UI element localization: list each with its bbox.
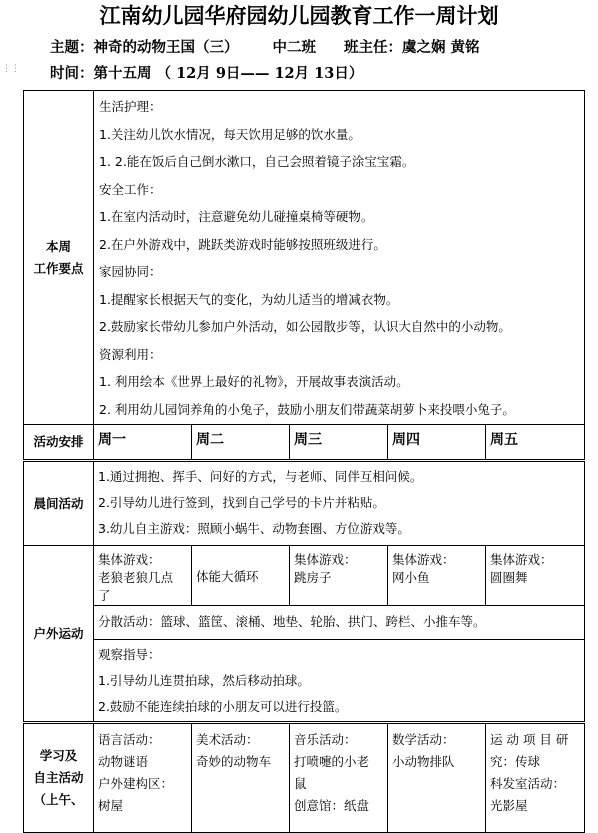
morning-label: 晨间活动 xyxy=(24,461,94,546)
outdoor-game-text: 网小鱼 xyxy=(392,570,430,585)
outdoor-game-text: 跳房子 xyxy=(294,570,332,585)
study-activity-text: 数学活动： xyxy=(392,732,455,747)
work-point-line: 1. 2.能在饭后自己倒水漱口，自己会照着镜子涂宝宝霜。 xyxy=(99,154,415,169)
outdoor-scattered: 分散活动：篮球、篮筐、滚桶、地垫、轮胎、拱门、跨栏、小推车等。 xyxy=(94,606,585,640)
weekly-plan-table xyxy=(23,90,585,833)
observe-guidance-line: 1.引导幼儿连贯拍球，然后移动拍球。 xyxy=(98,673,310,688)
work-point-line: 家园协同： xyxy=(99,264,162,279)
outdoor-game-text: 了 xyxy=(98,588,111,603)
day-tue: 周二 xyxy=(192,425,290,461)
outdoor-game-text: 圆圈舞 xyxy=(490,570,528,585)
outdoor-fri xyxy=(486,546,585,606)
work-point-line: 2.鼓励家长带幼儿参加户外活动，如公园散步等，认识大自然中的小动物。 xyxy=(99,319,511,334)
theme-text: 主题：神奇的动物王国（三） xyxy=(50,39,239,56)
study-activity-text: 树屋 xyxy=(98,798,124,813)
study-activity-text: 科发室活动： xyxy=(490,776,566,791)
outdoor-game-text: 老狼老狼几点 xyxy=(98,570,174,585)
outdoor-observe xyxy=(94,640,585,723)
work-point-line: 安全工作： xyxy=(99,181,162,197)
study-wed xyxy=(290,723,388,833)
day-thu: 周四 xyxy=(388,425,486,461)
study-fri xyxy=(486,723,585,833)
study-activity-text: 创意馆：纸盘 xyxy=(294,798,370,813)
observe-guidance-line: 观察指导： xyxy=(98,647,161,662)
work-point-line: 1. 利用绘本《世界上最好的礼物》，开展故事表演活动。 xyxy=(99,374,409,389)
observe-guidance-line: 2.鼓励不能连续拍球的小朋友可以进行投篮。 xyxy=(98,699,348,714)
work-point-line: 资源利用： xyxy=(99,346,162,362)
study-activity-text: 究：传球 xyxy=(490,754,541,769)
outdoor-game-text: 集体游戏： xyxy=(294,552,357,567)
study-mon xyxy=(94,723,192,833)
work-point-line: 生活护理： xyxy=(99,99,162,114)
meta-line-theme xyxy=(50,38,480,58)
teacher-text: 班主任：虞之娴 黄铭 xyxy=(344,39,480,56)
move-handle-icon[interactable]: ⋮⋮ xyxy=(2,64,20,74)
work-point-line: 1.关注幼儿饮水情况，每天饮用足够的饮水量。 xyxy=(99,126,361,142)
study-activity-text: 语言活动： xyxy=(98,732,161,747)
work-points-content xyxy=(94,91,585,425)
study-activity-text: 音乐活动： xyxy=(294,732,357,747)
study-activity-text: 运 动 项 目 研 xyxy=(490,732,569,747)
study-activity-text: 奇妙的动物车 xyxy=(196,754,272,769)
study-activity-text: 光影屋 xyxy=(490,798,528,813)
time-text: 时间：第十五周 （ 12月 9日—— 12月 13日） xyxy=(50,65,364,82)
study-activity-text: 美术活动： xyxy=(196,732,259,747)
outdoor-game-text: 集体游戏： xyxy=(490,552,553,567)
outdoor-wed xyxy=(290,546,388,606)
schedule-label: 活动安排 xyxy=(24,425,94,461)
study-activity-text: 打喷嚏的小老 xyxy=(294,754,370,769)
morning-activity-line: 1.通过拥抱、挥手、问好的方式，与老师、同伴互相问候。 xyxy=(98,469,423,484)
class-text: 中二班 xyxy=(272,39,316,56)
study-activity-text: 鼠 xyxy=(294,776,307,791)
day-wed: 周三 xyxy=(290,425,388,461)
study-tue xyxy=(192,723,290,833)
morning-content xyxy=(94,461,585,546)
outdoor-thu xyxy=(388,546,486,606)
outdoor-mon xyxy=(94,546,192,606)
study-activity-text: 小动物排队 xyxy=(392,754,455,769)
outdoor-game-text: 集体游戏： xyxy=(392,552,455,567)
outdoor-label: 户外运动 xyxy=(24,546,94,723)
work-point-line: 1.提醒家长根据天气的变化，为幼儿适当的增减衣物。 xyxy=(99,291,399,307)
outdoor-game-text: 体能大循环 xyxy=(196,569,259,584)
outdoor-tue xyxy=(192,546,290,606)
study-activity-text: 动物谜语 xyxy=(98,754,149,769)
day-fri: 周五 xyxy=(486,425,585,461)
work-point-line: 2. 利用幼儿园饲养角的小兔子，鼓励小朋友们带蔬菜胡萝卜来投喂小兔子。 xyxy=(99,401,515,417)
work-points-label: 本周 工作要点 xyxy=(24,91,94,425)
study-thu xyxy=(388,723,486,833)
work-point-line: 2.在户外游戏中，跳跃类游戏时能够按照班级进行。 xyxy=(99,236,386,252)
day-mon: 周一 xyxy=(94,425,192,461)
outdoor-game-text: 集体游戏： xyxy=(98,552,161,567)
morning-activity-line: 3.幼儿自主游戏：照顾小蜗牛、动物套圈、方位游戏等。 xyxy=(98,521,410,536)
study-activity-text: 户外建构区： xyxy=(98,776,174,791)
page-title: 江南幼儿园华府园幼儿园教育工作一周计划 xyxy=(99,3,499,28)
work-point-line: 1.在室内活动时，注意避免幼儿碰撞桌椅等硬物。 xyxy=(99,209,374,224)
morning-activity-line: 2.引导幼儿进行签到，找到自己学号的卡片并粘贴。 xyxy=(98,495,385,510)
study-label: 学习及 自主活动 （上午、 xyxy=(24,723,94,833)
